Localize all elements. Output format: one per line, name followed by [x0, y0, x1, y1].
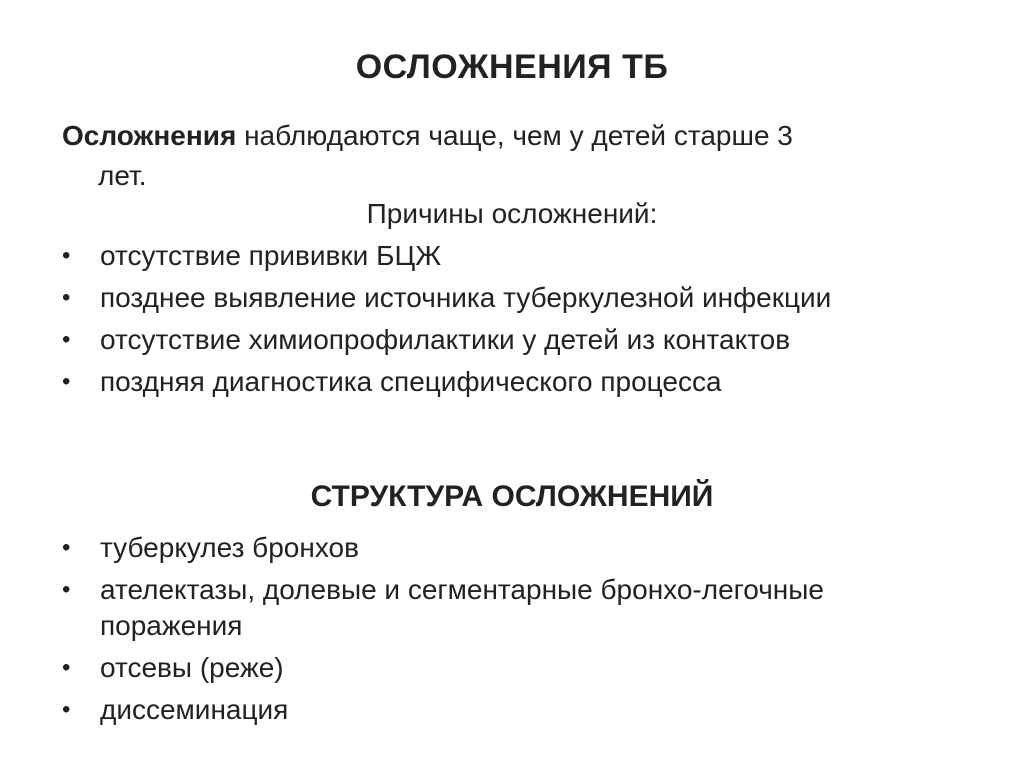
list-item [62, 692, 962, 728]
list-item [62, 322, 962, 358]
bullet-icon: • [62, 696, 71, 723]
intro-lead: Осложнения [62, 120, 237, 151]
list-item-text: диссеминация [100, 694, 289, 725]
intro-continuation: лет. [98, 160, 147, 191]
bullet-icon: • [62, 284, 71, 311]
structure-heading: СТРУКТУРА ОСЛОЖНЕНИЙ [310, 480, 714, 513]
list-item-text: отсевы (реже) [100, 652, 284, 683]
list-item [62, 280, 962, 316]
list-item-text: позднее выявление источника туберкулезной инфекции [100, 282, 832, 313]
structure-list [62, 530, 962, 734]
bullet-icon: • [62, 576, 71, 603]
list-item-text: ателектазы, долевые и сегментарные бронхо-легочные поражения [100, 574, 824, 641]
intro-text: наблюдаются чаще, чем у детей старше 3 [244, 120, 793, 151]
bullet-icon: • [62, 534, 71, 561]
bullet-icon: • [62, 242, 71, 269]
list-item [62, 364, 962, 400]
causes-list [62, 238, 962, 406]
list-item [62, 530, 962, 566]
bullet-icon: • [62, 654, 71, 681]
bullet-icon: • [62, 326, 71, 353]
list-item-text: поздняя диагностика специфического процесса [100, 366, 722, 397]
intro-paragraph [62, 116, 962, 196]
list-item [62, 238, 962, 274]
list-item-text: отсутствие прививки БЦЖ [100, 240, 442, 271]
list-item-text: туберкулез бронхов [100, 532, 359, 563]
list-item [62, 650, 962, 686]
list-item [62, 572, 962, 644]
causes-heading: Причины осложнений: [366, 198, 658, 229]
bullet-icon: • [62, 368, 71, 395]
list-item-text: отсутствие химиопрофилактики у детей из контактов [100, 324, 791, 355]
slide-title: ОСЛОЖНЕНИЯ ТБ [355, 48, 669, 86]
